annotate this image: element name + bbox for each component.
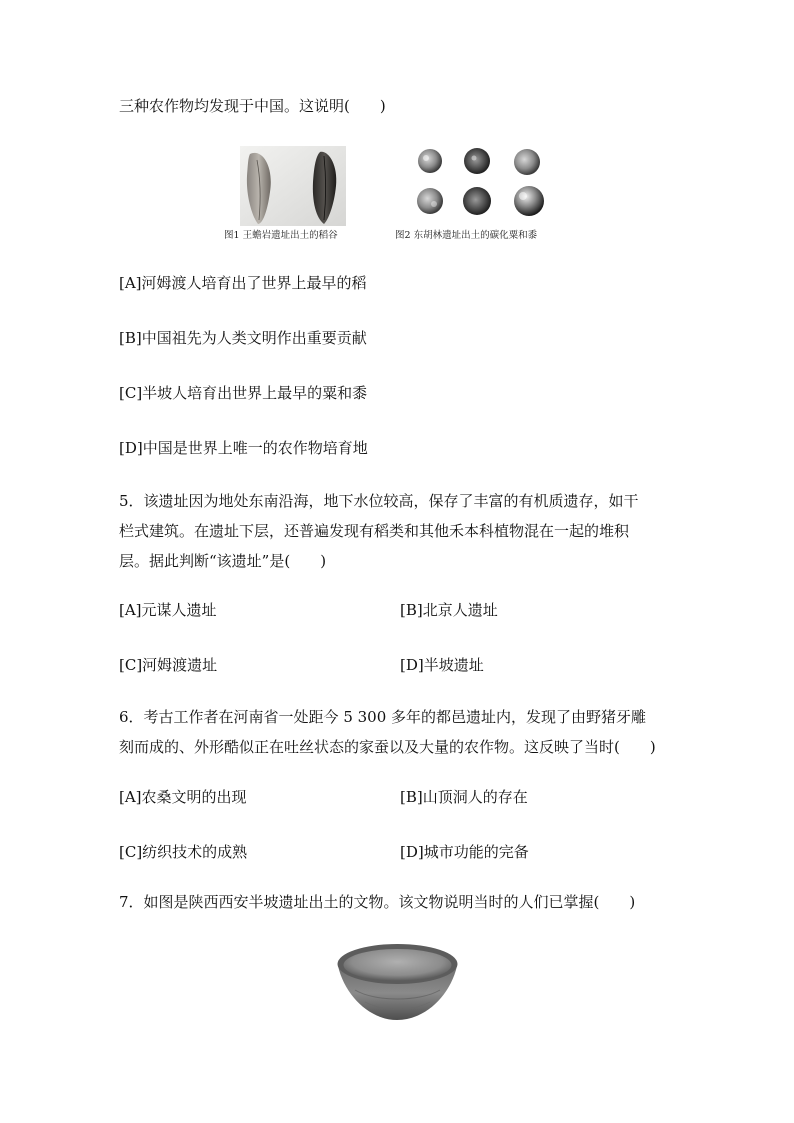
q5-stem-line-1: 5．该遗址因为地处东南沿海，地下水位较高，保存了丰富的有机质遗存，如干 <box>119 492 639 510</box>
millet-grain-photo <box>408 146 563 224</box>
q7-stem: 7．如图是陕西西安半坡遗址出土的文物。该文物说明当时的人们已掌握( ) <box>119 893 636 911</box>
q6-stem-line-1: 6．考古工作者在河南省一处距今 5 300 多年的都邑遗址内，发现了由野猪牙雕 <box>119 708 647 726</box>
q4-option-c[interactable]: [C]半坡人培育出世界上最早的粟和黍 <box>119 384 368 402</box>
figure-1-caption: 图1 王蟾岩遗址出土的稻谷 <box>224 230 338 241</box>
q6-stem-line-2: 刻而成的、外形酷似正在吐丝状态的家蚕以及大量的农作物。这反映了当时( ) <box>119 738 656 756</box>
q4-option-b[interactable]: [B]中国祖先为人类文明作出重要贡献 <box>119 329 367 347</box>
q5-option-d[interactable]: [D]半坡遗址 <box>400 656 484 674</box>
q6-option-c[interactable]: [C]纺织技术的成熟 <box>119 843 248 861</box>
q5-option-c[interactable]: [C]河姆渡遗址 <box>119 656 218 674</box>
q5-option-b[interactable]: [B]北京人遗址 <box>400 601 498 619</box>
q5-stem-line-2: 栏式建筑。在遗址下层，还普遍发现有稻类和其他禾本科植物混在一起的堆积 <box>119 522 630 540</box>
q6-option-a[interactable]: [A]农桑文明的出现 <box>119 788 247 806</box>
q4-option-d[interactable]: [D]中国是世界上唯一的农作物培育地 <box>119 439 368 457</box>
q4-stem: 三种农作物均发现于中国。这说明( ) <box>119 97 386 115</box>
q6-option-b[interactable]: [B]山顶洞人的存在 <box>400 788 528 806</box>
q5-option-a[interactable]: [A]元谋人遗址 <box>119 601 217 619</box>
q6-option-d[interactable]: [D]城市功能的完备 <box>400 843 529 861</box>
figure-2-caption: 图2 东胡林遗址出土的碳化粟和黍 <box>395 230 538 241</box>
q4-option-a[interactable]: [A]河姆渡人培育出了世界上最早的稻 <box>119 274 367 292</box>
rice-grain-photo <box>240 146 346 226</box>
q5-stem-line-3: 层。据此判断“该遗址”是( ) <box>119 552 327 570</box>
pottery-bowl-photo <box>335 940 460 1022</box>
